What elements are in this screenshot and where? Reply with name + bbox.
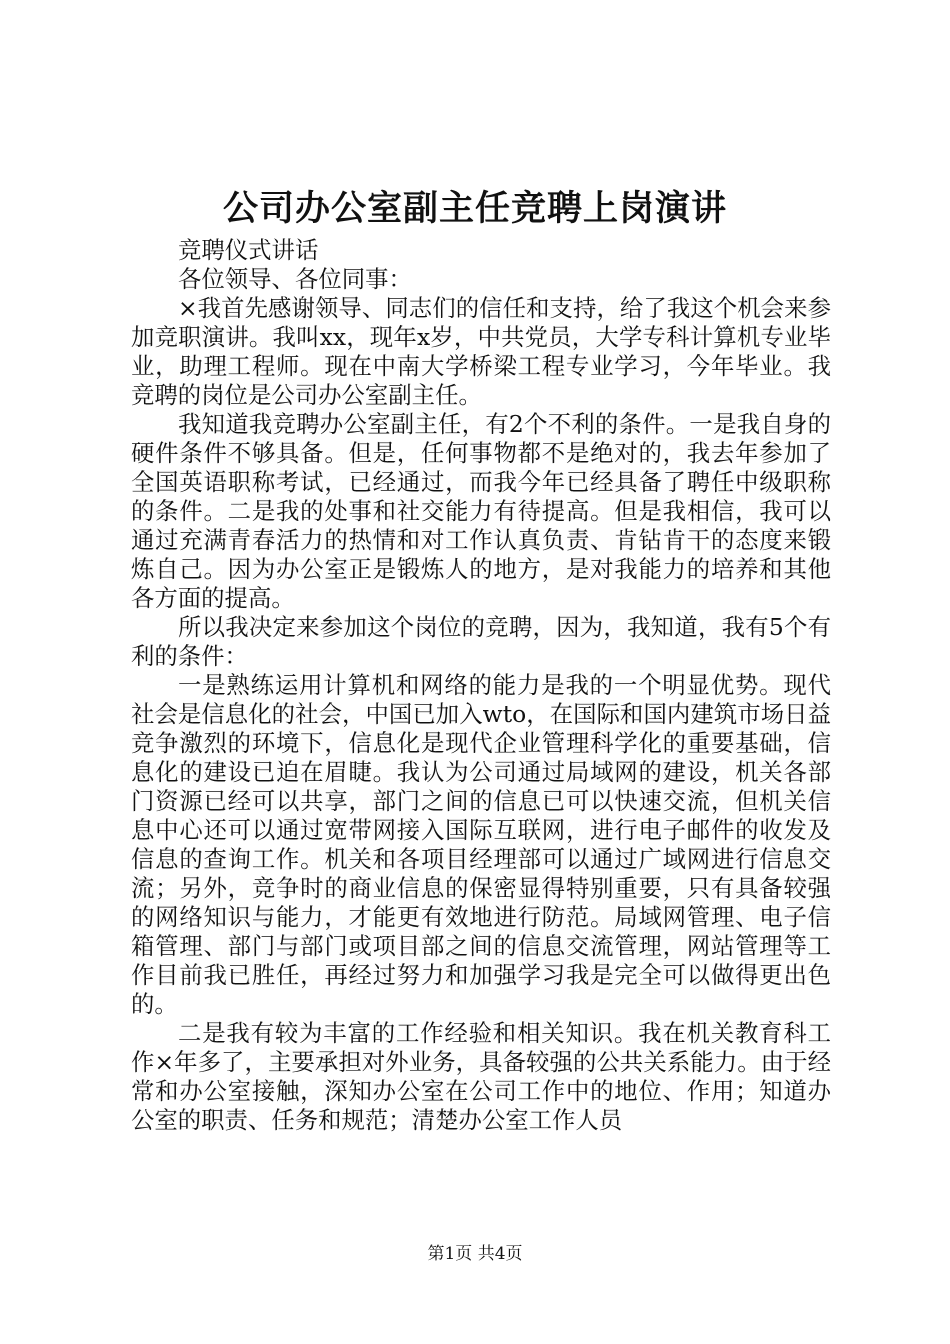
- paragraph: 各位领导、各位同事：: [178, 265, 412, 293]
- paragraph: ×我首先感谢领导、同志们的信任和支持，给了我这个机会来参加竞职演讲。我叫xx，现年x岁，中共党员，大学专科计算机专业毕业，助理工程师。现在中南大学桥梁工程专业学习，今年毕业。我竞聘的岗位是公司办公室副主任。: [131, 294, 831, 409]
- paragraph: 所以我决定来参加这个岗位的竞聘，因为，我知道，我有5个有利的条件：: [131, 613, 831, 670]
- paragraph: 竞聘仪式讲话: [178, 236, 319, 264]
- document-body: [131, 236, 831, 1135]
- paragraph: 二是我有较为丰富的工作经验和相关知识。我在机关教育科工作×年多了，主要承担对外业务，具备较强的公共关系能力。由于经常和办公室接触，深知办公室在公司工作中的地位、作用；知道办公室的职责、任务和规范；清楚办公室工作人员: [131, 1019, 831, 1134]
- paragraph: 一是熟练运用计算机和网络的能力是我的一个明显优势。现代社会是信息化的社会，中国已加入wto，在国际和国内建筑市场日益竞争激烈的环境下，信息化是现代企业管理科学化的重要基础，信息化的建设已迫在眉睫。我认为公司通过局域网的建设，机关各部门资源已经可以共享，部门之间的信息已可以快速交流，但机关信息中心还可以通过宽带网接入国际互联网，进行电子邮件的收发及信息的查询工作。机关和各项目经理部可以通过广域网进行信息交流；另外，竞争时的商业信息的保密显得特别重要，只有具备较强的网络知识与能力，才能更有效地进行防范。局域网管理、电子信箱管理、部门与部门或项目部之间的信息交流管理，网站管理等工作目前我已胜任，再经过努力和加强学习我是完全可以做得更出色的。: [131, 671, 831, 1018]
- page-title: 公司办公室副主任竞聘上岗演讲: [222, 188, 727, 229]
- page-number: 第1页 共4页: [427, 1244, 523, 1264]
- paragraph: 我知道我竞聘办公室副主任，有2个不利的条件。一是我自身的硬件条件不够具备。但是，任何事物都不是绝对的，我去年参加了全国英语职称考试，已经通过，而我今年已经具备了聘任中级职称的条件。二是我的处事和社交能力有待提高。但是我相信，我可以通过充满青春活力的热情和对工作认真负责、肯钻肯干的态度来锻炼自己。因为办公室正是锻炼人的地方，是对我能力的培养和其他各方面的提高。: [131, 410, 831, 612]
